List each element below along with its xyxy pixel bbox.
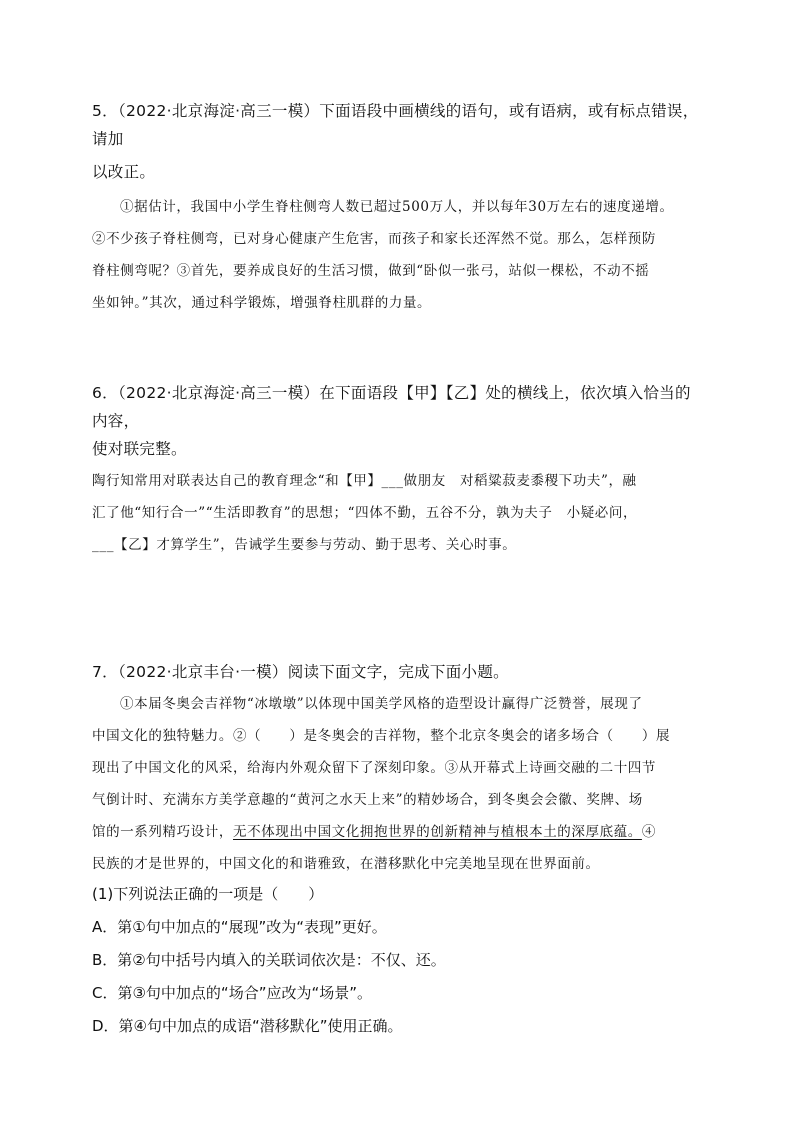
passage-line: 汇了他“知行合一”“生活即教育”的思想；“四体不勤，五谷不分，孰为夫子 小疑必问， [92,505,638,521]
sub-question-1: (1)下列说法正确的一项是（ ） [92,885,324,903]
question-6-heading [92,379,704,463]
passage-line: 脊柱侧弯呢？③首先，要养成良好的生活习惯，做到“卧似一张弓，站似一棵松，不动不摇 [92,263,650,279]
underlined-sentence: 无不体现出中国文化拥抱世界的创新精神与植根本土的深厚底蕴。 [233,824,642,840]
question-5-heading-line-1: 5．（2022·北京海淀·高三一模）下面语段中画横线的语句，或有语病，或有标点错误，请加 [92,102,699,148]
passage-line: 坐如钟。”其次，通过科学锻炼，增强脊柱肌群的力量。 [92,295,432,311]
question-5 [92,97,704,319]
question-6-heading-line-1: 6．（2022·北京海淀·高三一模）在下面语段【甲】【乙】处的横线上，依次填入恰当的内容， [92,384,691,430]
question-7-heading: 7．（2022·北京丰台·一模）阅读下面文字，完成下面小题。 [92,663,509,681]
passage-line-suffix: ④ [641,824,657,840]
question-6-heading-line-2: 使对联完整。 [92,440,187,458]
question-6-passage [92,465,704,561]
passage-line: 中国文化的独特魅力。②（ ）是冬奥会的吉祥物，整个北京冬奥会的诸多场合（ ）展 [92,728,671,744]
option-b[interactable]: B．第②句中括号内填入的关联词依次是：不仅、还。 [92,951,446,969]
passage-line: 现出了中国文化的风采，给海内外观众留下了深刻印象。③从开幕式上诗画交融的二十四节 [92,760,656,776]
passage-line: ①据估计，我国中小学生脊柱侧弯人数已超过500万人，并以每年30万左右的速度递增。 [120,199,674,215]
option-a[interactable]: A．第①句中加点的“展现”改为“表现”更好。 [92,918,387,936]
passage-line: ②不少孩子脊柱侧弯，已对身心健康产生危害，而孩子和家长还浑然不觉。那么，怎样预防 [92,231,656,247]
question-7-passage [92,688,704,880]
question-5-passage [92,191,704,319]
option-d[interactable]: D．第④句中加点的成语“潜移默化”使用正确。 [92,1017,403,1035]
passage-line: ①本届冬奥会吉祥物“冰墩墩”以体现中国美学风格的造型设计赢得广泛赞誉，展现了 [120,696,643,712]
passage-line: 气倒计时、充满东方美学意趣的“黄河之水天上来”的精妙场合，到冬奥会会徽、奖牌、场 [92,792,643,808]
question-7 [92,658,704,1043]
question-6 [92,379,704,561]
option-c[interactable]: C．第③句中加点的“场合”应改为“场景”。 [92,984,373,1002]
passage-line: ___【乙】才算学生”，告诫学生要参与劳动、勤于思考、关心时事。 [92,537,517,553]
passage-line: 陶行知常用对联表达自己的教育理念“和【甲】___做朋友 对稻粱菽麦黍稷下功夫”，融 [92,473,637,489]
passage-line: 民族的才是世界的，中国文化的和谐雅致，在潜移默化中完美地呈现在世界面前。 [92,856,600,872]
passage-line-prefix: 馆的一系列精巧设计， [92,824,233,840]
passage-line [92,816,704,848]
question-5-heading-line-2: 以改正。 [92,163,156,181]
question-5-heading [92,97,704,186]
